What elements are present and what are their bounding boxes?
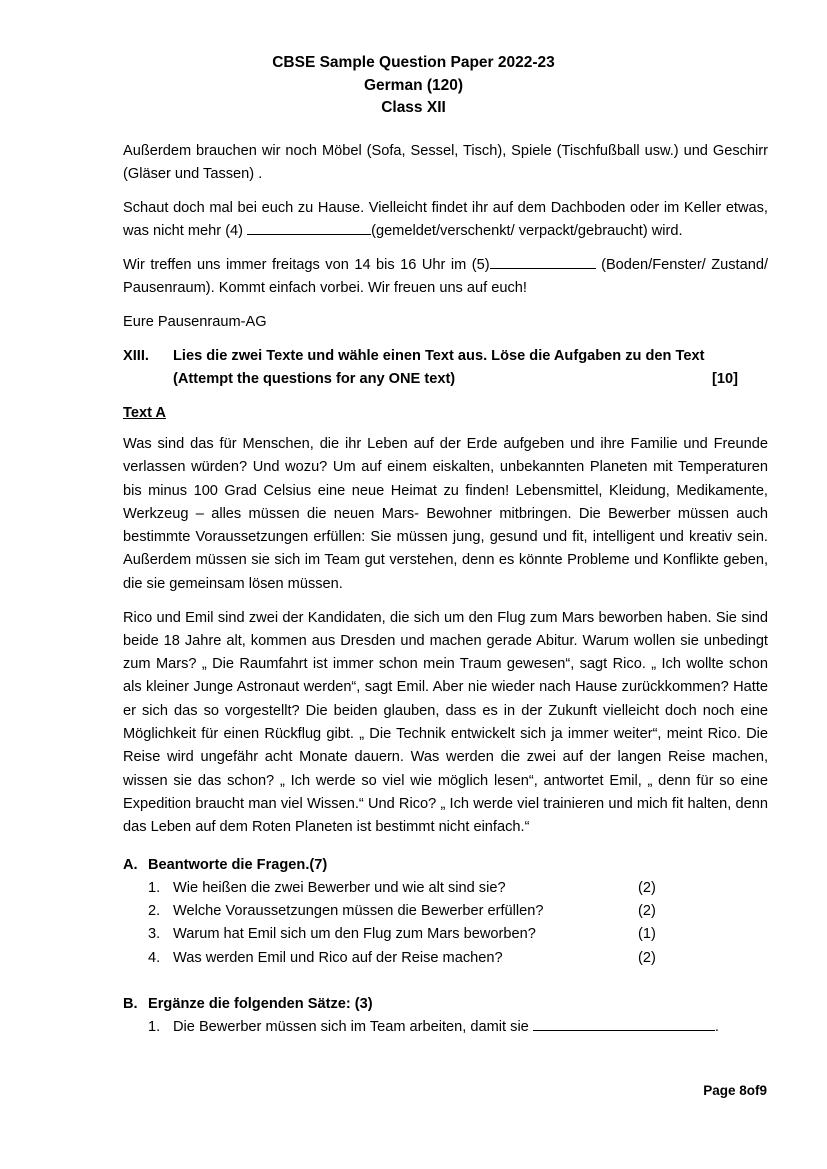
question-text-post: . [714,1019,719,1036]
section-a-questions [123,877,768,970]
question-text-pre: Die Bewerber müssen sich im Team arbeiten, damit sie [173,1019,533,1036]
question-text: Wie heißen die zwei Bewerber und wie alt sind sie? [173,879,506,896]
question-marks: (2) [638,879,656,896]
page-number: Page 8of9 [703,1083,767,1098]
fill-blank-5[interactable] [490,254,596,269]
question-text: Warum hat Emil sich um den Flug zum Mars beworben? [173,926,536,943]
question-item [123,1016,768,1039]
section-xiii-heading [123,345,768,392]
intro-paragraph-3-post: (Boden/Fenster/ Zustand/ Pausenraum). Kommt einfach vorbei. Wir freuen uns auf euch! [123,257,769,297]
section-xiii-marks: [10] [712,371,738,388]
question-number: 2. [148,903,161,920]
header-class: Class XII [381,99,446,116]
intro-paragraph-1: Außerdem brauchen wir noch Möbel (Sofa, Sessel, Tisch), Spiele (Tischfußball usw.) und Geschirr (Gläser und Tassen) . [123,143,768,183]
question-number: 3. [148,926,161,943]
page-content [123,140,768,1040]
text-a-paragraph-2: Rico und Emil sind zwei der Kandidaten, die sich um den Flug zum Mars beworben haben. Sie sind beide 18 Jahre alt, kommen aus Dresden und machen gerade Abitur. Warum wollen sie unbedingt zum Mars? „ Die Raumfahrt ist immer schon mein Traum gewesen“, sagt Rico. „ Ich wollte schon als kleiner Junge Astronaut werden“, sagt Emil. Aber nie wieder nach Hause zurückkommen? Hatte er sich das so vorgestellt? Die beiden glauben, dass es in der Zukunft vielleicht doch noch eine Möglichkeit für einen Rückflug gibt. „ Die Technik entwickelt sich ja immer weiter“, meint Rico. Die Reise wird ungefähr acht Monate dauern. Was werden die zwei auf der langen Reise machen, wissen sie das schon? „ Ich werde so viel wie möglich lesen“, antwortet Emil, „ denn für so eine Expedition braucht man viel Wissen.“ Und Rico? „ Ich werde viel trainieren und mich fit halten, denn das Leben auf dem Roten Planeten ist bestimmt nicht einfach.“ [123,609,768,836]
question-item [123,947,768,970]
section-b-questions [123,1016,768,1039]
question-number: 4. [148,949,161,966]
question-item [123,923,768,946]
text-a-title: Text A [123,404,166,421]
section-xiii-instruction-english: (Attempt the questions for any ONE text) [173,371,456,388]
intro-paragraph-2-post: (gemeldet/verschenkt/ verpackt/gebraucht) wird. [371,223,683,240]
header-title: CBSE Sample Question Paper 2022-23 [272,54,555,71]
intro-paragraph-2 [123,197,768,244]
intro-paragraph-2-pre: Schaut doch mal bei euch zu Hause. Vielleicht findet ihr auf dem Dachboden oder im Keller etwas, was nicht mehr (4) [123,200,768,240]
question-text: Was werden Emil und Rico auf der Reise machen? [173,949,503,966]
section-xiii-body [173,345,768,392]
question-number: 1. [148,1019,161,1036]
section-a-heading [123,854,768,877]
section-a-letter: A. [123,856,138,873]
intro-paragraph-3 [123,254,768,301]
section-xiii-number: XIII. [123,348,149,365]
fill-blank-b1[interactable] [533,1016,715,1031]
section-b-letter: B. [123,996,138,1012]
section-a-title: Beantworte die Fragen.(7) [148,856,328,873]
section-xiii-row2 [173,368,768,391]
header-subject: German (120) [363,76,464,94]
question-text [173,1016,719,1039]
fill-blank-4[interactable] [247,220,371,235]
question-marks: (1) [638,926,656,943]
question-item [123,900,768,923]
question-marks: (2) [638,949,656,966]
question-marks: (2) [638,903,656,920]
intro-paragraph-3-pre: Wir treffen uns immer freitags von 14 bis 16 Uhr im (5) [123,257,490,274]
question-number: 1. [148,879,161,896]
intro-signature: Eure Pausenraum-AG [123,314,267,331]
question-item [123,877,768,900]
section-b-title: Ergänze die folgenden Sätze: (3) [148,996,373,1012]
question-text: Welche Voraussetzungen müssen die Bewerber erfüllen? [173,903,544,920]
page-header [0,52,827,120]
section-xiii-instruction: Lies die zwei Texte und wähle einen Text aus. Löse die Aufgaben zu den Text [173,348,705,365]
section-b-heading [123,993,768,1016]
text-a-paragraph-1: Was sind das für Menschen, die ihr Leben auf der Erde aufgeben und ihre Familie und Freunde verlassen würden? Und wozu? Um auf einem eiskalten, unbekannten Planeten mit Temperaturen bis minus 100 Grad Celsius eine neue Heimat zu finden! Lebensmittel, Kleidung, Medikamente, Werkzeug – alles müssen die neuen Mars- Bewohner mitbringen. Die Bewerber müssen auch bestimmte Voraussetzungen erfüllen: Sie müssen jung, gesund und fit, intelligent und kreativ sein. Außerdem müssen sie sich im Team gut verstehen, denn es könnte Probleme und Konflikte geben, die sie gemeinsam lösen müssen. [123,435,768,592]
